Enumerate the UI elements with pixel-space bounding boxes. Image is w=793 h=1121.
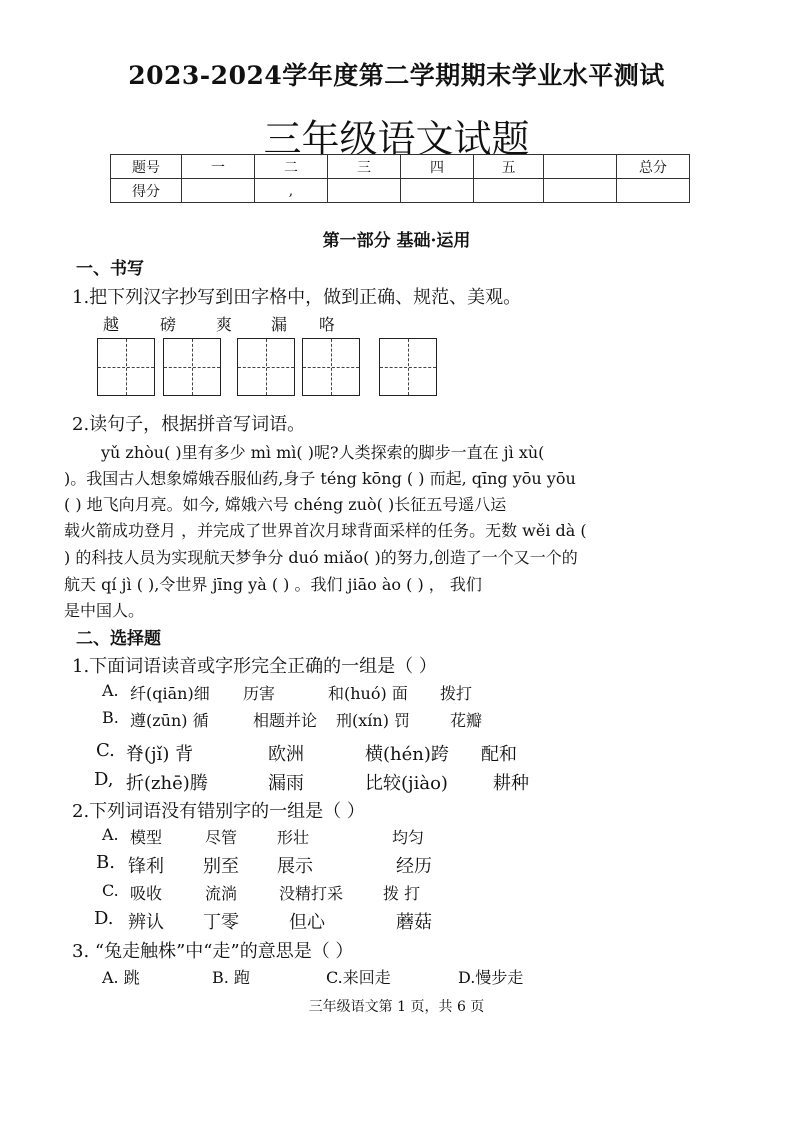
option-word: 拨 打 xyxy=(383,884,421,903)
passage-line: ) 的科技人员为实现航天梦争分 duó miǎo( )的努力,创造了一个又一个的 xyxy=(64,548,578,567)
option-word: 但心 xyxy=(289,912,325,933)
option-letter: C. xyxy=(96,740,115,761)
option-word: 别至 xyxy=(203,856,239,877)
question-2-3: 3. “兔走触株”中“走”的意思是（ ） xyxy=(72,941,354,962)
option-word: 耕种 xyxy=(493,773,529,794)
score-cell xyxy=(544,155,617,179)
option-word: 模型 xyxy=(130,828,163,847)
option-word: 拨打 xyxy=(440,684,473,703)
option-word: 辨认 xyxy=(128,912,164,933)
option-word: 蘑菇 xyxy=(396,912,432,933)
option-word: 形壮 xyxy=(277,828,310,847)
option-letter: C. xyxy=(102,881,119,900)
tian-grid-box[interactable] xyxy=(302,338,360,396)
option-word: 折(zhē)腾 xyxy=(126,773,208,794)
score-input-cell[interactable] xyxy=(182,179,255,203)
copy-char: 磅 xyxy=(160,315,177,334)
score-cell: 总分 xyxy=(617,155,690,179)
score-cell: 题号 xyxy=(111,155,182,179)
section-heading-choice: 二、选择题 xyxy=(76,629,161,649)
score-input-cell[interactable] xyxy=(401,179,474,203)
question-1-2: 2.读句子，根据拼音写词语。 xyxy=(72,414,306,435)
passage-line: 载火箭成功登月 ，并完成了世界首次月球背面采样的任务。无数 wěi dà ( xyxy=(64,521,587,540)
option-word: 吸收 xyxy=(130,884,163,903)
option-word: 流淌 xyxy=(205,884,238,903)
option-word: 历害 xyxy=(243,684,276,703)
exam-title: 2023-2024学年度第二学期期末学业水平测试 xyxy=(128,61,665,90)
option-word: 均匀 xyxy=(392,828,425,847)
passage-line: ( ) 地飞向月亮。如今, 嫦娥六号 chéng zuò( )长征五号遥八运 xyxy=(64,495,507,514)
score-input-cell[interactable] xyxy=(544,179,617,203)
option-word: 横(hén)跨 xyxy=(365,744,449,765)
question-2-2: 2.下列词语没有错别字的一组是（ ） xyxy=(72,801,365,822)
option-word: 脊(jǐ) 背 xyxy=(126,744,194,765)
copy-char: 爽 xyxy=(216,315,233,334)
option-a[interactable]: A. 跳 xyxy=(102,968,140,987)
section-heading-writing: 一、书写 xyxy=(76,259,144,279)
option-letter: D. xyxy=(94,908,114,929)
copy-char: 越 xyxy=(103,315,120,334)
option-word: 刑(xín) 罚 xyxy=(336,711,411,730)
tian-grid-box[interactable] xyxy=(379,338,437,396)
option-word: 锋利 xyxy=(128,856,164,877)
option-word: 没精打采 xyxy=(279,884,344,903)
option-word: 欧洲 xyxy=(268,744,304,765)
score-input-cell[interactable]: , xyxy=(255,179,328,203)
option-word: 比较(jiào) xyxy=(365,773,448,794)
copy-char: 漏 xyxy=(271,315,288,334)
option-letter: B. xyxy=(96,852,115,873)
score-input-cell[interactable] xyxy=(474,179,544,203)
score-table xyxy=(110,154,690,203)
option-letter: D, xyxy=(94,769,114,790)
score-cell: 得分 xyxy=(111,179,182,203)
option-word: 和(huó) 面 xyxy=(328,684,408,703)
option-letter: A. xyxy=(102,681,119,700)
passage-line: 是中国人。 xyxy=(64,601,145,620)
question-1-1: 1.把下列汉字抄写到田字格中，做到正确、规范、美观。 xyxy=(72,287,522,308)
copy-char: 咯 xyxy=(319,315,336,334)
score-table-header-row xyxy=(111,155,690,179)
option-b[interactable]: B. 跑 xyxy=(212,968,250,987)
option-word: 展示 xyxy=(277,856,313,877)
option-word: 花瓣 xyxy=(450,711,483,730)
option-word: 遵(zūn) 循 xyxy=(130,711,209,730)
passage-line: yǔ zhòu( )里有多少 mì mì( )呢?人类探索的脚步一直在 jì xù( xyxy=(101,443,545,462)
option-c[interactable]: C.来回走 xyxy=(326,968,391,987)
part-heading: 第一部分 基础·运用 xyxy=(322,231,471,251)
tian-grid-box[interactable] xyxy=(237,338,295,396)
score-cell: 四 xyxy=(401,155,474,179)
score-input-cell[interactable] xyxy=(617,179,690,203)
score-cell: 五 xyxy=(474,155,544,179)
option-word: 配和 xyxy=(481,744,517,765)
tian-grid-box[interactable] xyxy=(97,338,155,396)
option-word: 纤(qiān)细 xyxy=(130,684,210,703)
score-input-cell[interactable] xyxy=(328,179,401,203)
score-cell: 二 xyxy=(255,155,328,179)
option-d[interactable]: D.慢步走 xyxy=(458,968,524,987)
option-word: 经历 xyxy=(396,856,432,877)
option-word: 相题并论 xyxy=(253,711,318,730)
score-table-score-row xyxy=(111,179,690,203)
passage-line: )。我国古人想象嫦娥吞服仙药,身子 téng kōng ( ) 而起, qīng yōu yōu xyxy=(64,469,576,488)
exam-subtitle: 三年级语文试题 xyxy=(263,117,530,161)
score-cell: 一 xyxy=(182,155,255,179)
passage-line: 航天 qí jì ( ),令世界 jīng yà ( ) 。我们 jiāo ào ( ) ， 我们 xyxy=(64,575,482,594)
page-footer: 三年级语文第 1 页，共 6 页 xyxy=(308,999,485,1015)
option-letter: A. xyxy=(102,825,119,844)
option-word: 丁零 xyxy=(203,912,239,933)
option-letter: B. xyxy=(102,708,119,727)
option-word: 漏雨 xyxy=(268,773,304,794)
score-cell: 三 xyxy=(328,155,401,179)
option-word: 尽管 xyxy=(205,828,238,847)
tian-grid-box[interactable] xyxy=(163,338,221,396)
question-2-1: 1.下面词语读音或字形完全正确的一组是（ ） xyxy=(72,656,437,677)
